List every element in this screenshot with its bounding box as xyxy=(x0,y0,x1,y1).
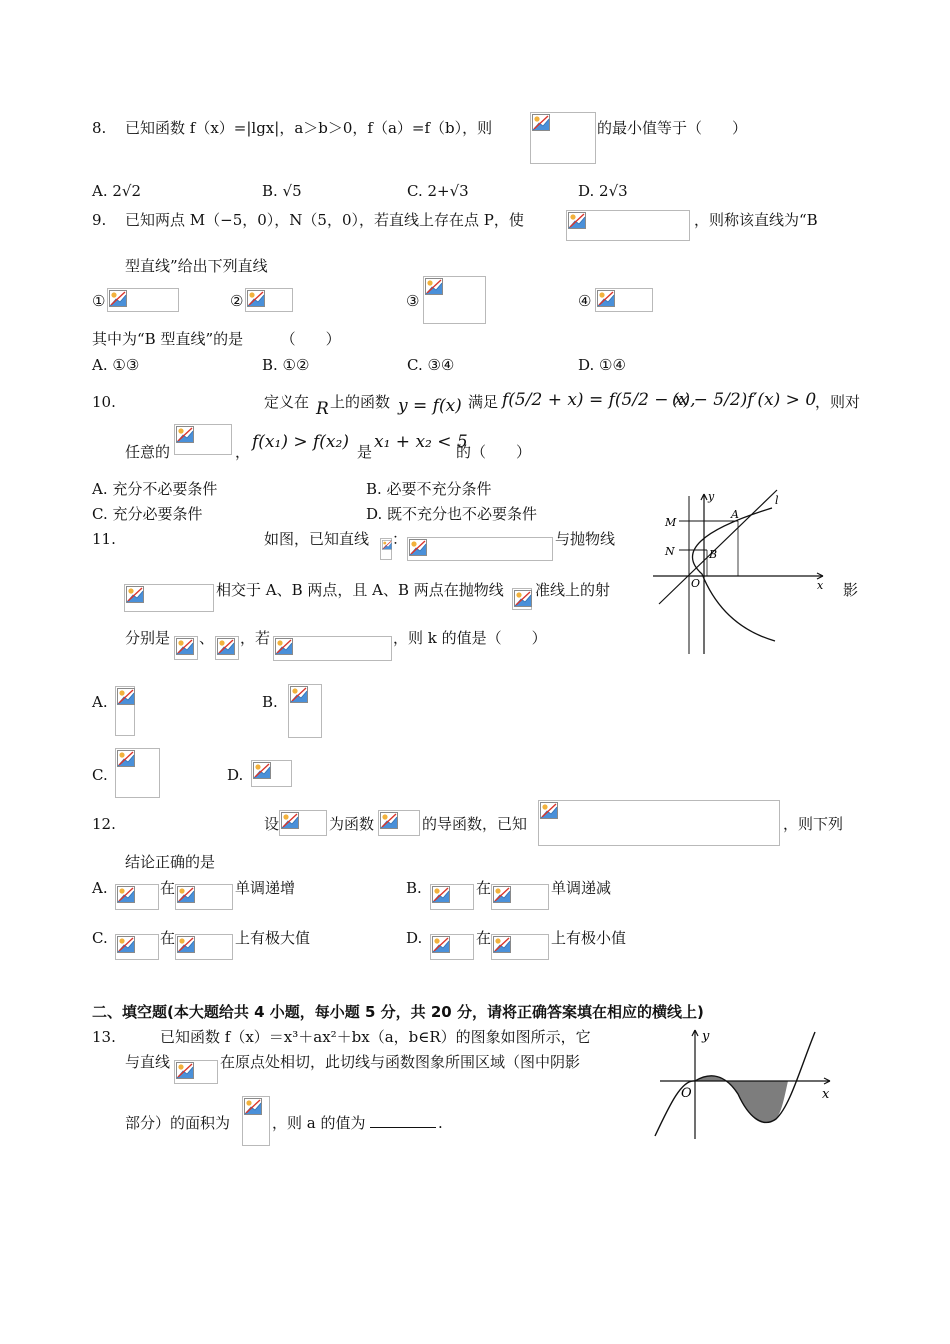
broken-image-icon xyxy=(540,802,558,819)
broken-image-icon xyxy=(290,686,308,703)
q13-fig-x-label: x xyxy=(822,1087,830,1102)
q11-option-a: A. xyxy=(92,693,108,711)
q12-option-b-interval-image xyxy=(491,884,549,910)
q12-derivative-image xyxy=(279,810,327,836)
broken-image-icon xyxy=(409,539,427,556)
q13-line2a: 与直线 xyxy=(125,1053,171,1071)
q11-option-d-image xyxy=(251,760,292,787)
broken-image-icon xyxy=(382,540,392,550)
q11-parabola-name-image xyxy=(512,588,532,610)
q10-number: 10. xyxy=(92,393,116,411)
q8-stem: 已知函数 f（x）=|lgx|，a＞b＞0，f（a）=f（b），则 xyxy=(125,119,493,137)
q12-option-b-zai: 在 xyxy=(476,879,492,897)
q8-option-c: C. 2+√3 xyxy=(407,182,469,200)
q9-question: 其中为“B 型直线”的是 （ ） xyxy=(92,330,341,348)
q11-fig-x-label: x xyxy=(817,579,824,592)
q13-cubic-figure xyxy=(650,1024,840,1144)
q11-number: 11. xyxy=(92,530,116,548)
q9-option-c: C. ③④ xyxy=(407,356,455,374)
q9-number: 9. xyxy=(92,211,107,229)
q11-condition-image xyxy=(273,636,392,661)
q10-define: 定义在 xyxy=(264,393,310,411)
broken-image-icon xyxy=(117,936,135,953)
q9-line-3-image xyxy=(423,276,486,324)
q9-option-d: D. ①④ xyxy=(578,356,626,374)
q13-fig-o-label: O xyxy=(681,1086,692,1101)
broken-image-icon xyxy=(176,426,194,443)
q10-de: 的（ ） xyxy=(456,443,532,461)
q11-k-question: ，则 k 的值是（ ） xyxy=(393,629,547,647)
q11-line-equation-image xyxy=(407,537,553,561)
q10-option-a: A. 充分不必要条件 xyxy=(92,480,218,498)
q12-option-d-zai: 在 xyxy=(476,929,492,947)
q8-number: 8. xyxy=(92,119,107,137)
broken-image-icon xyxy=(532,114,550,131)
q11-option-c: C. xyxy=(92,766,108,784)
broken-image-icon xyxy=(425,278,443,295)
q10-option-b: B. 必要不充分条件 xyxy=(366,480,492,498)
q12-option-a-function-image xyxy=(115,884,159,910)
q11-option-b: B. xyxy=(262,693,278,711)
broken-image-icon xyxy=(247,290,265,307)
broken-image-icon xyxy=(380,812,398,829)
q12-option-c-interval-image xyxy=(175,934,233,960)
q11-option-c-image xyxy=(115,748,160,798)
q13-area-image xyxy=(242,1096,270,1146)
q13-line-image xyxy=(174,1060,218,1084)
q12-deriv-text: 的导函数，已知 xyxy=(422,815,528,833)
broken-image-icon xyxy=(117,750,135,767)
q10-on-function: 上的函数 xyxy=(330,393,391,411)
q13-number: 13. xyxy=(92,1028,116,1046)
q12-line2: 结论正确的是 xyxy=(125,853,216,871)
q11-option-d: D. xyxy=(227,766,244,784)
broken-image-icon xyxy=(126,586,144,603)
q11-respectively: 分别是 xyxy=(125,629,171,647)
q9-mark-1: ① xyxy=(92,292,106,310)
broken-image-icon xyxy=(275,638,293,655)
broken-image-icon xyxy=(109,290,127,307)
broken-image-icon xyxy=(244,1098,262,1115)
q11-with: 与抛物线 xyxy=(555,530,616,548)
q13-end: . xyxy=(438,1114,443,1132)
q11-intro: 如图，已知直线 xyxy=(264,530,370,548)
q10-satisfy: 满足 xyxy=(468,393,499,411)
q12-option-b: B. xyxy=(406,879,422,897)
q11-option-b-image xyxy=(288,684,322,738)
q10-comma: ， xyxy=(235,443,251,461)
q12-option-d-interval-image xyxy=(491,934,549,960)
q10-then: ，则对 xyxy=(815,393,861,411)
broken-image-icon xyxy=(176,638,194,655)
q12-option-d: D. xyxy=(406,929,423,947)
q11-parabola-figure xyxy=(645,486,835,658)
broken-image-icon xyxy=(177,936,195,953)
q12-option-b-decreasing: 单调递减 xyxy=(551,879,612,897)
q10-condition-2: (x − 5/2)f′(x) > 0 xyxy=(672,390,817,410)
broken-image-icon xyxy=(597,290,615,307)
q8-option-a: A. 2√2 xyxy=(92,182,142,200)
q11-fig-a-label: A xyxy=(731,508,739,521)
q9-mark-2: ② xyxy=(230,292,244,310)
q11-dun: 、 xyxy=(199,629,215,647)
q9-mark-3: ③ xyxy=(406,292,420,310)
q12-she: 设 xyxy=(264,815,280,833)
q11-fig-m-label: M xyxy=(665,516,677,529)
broken-image-icon xyxy=(281,812,299,829)
broken-image-icon xyxy=(217,638,235,655)
q12-function-image xyxy=(378,810,420,836)
q11-parabola-equation-image xyxy=(124,584,214,612)
q9-stem: 已知两点 M（−5，0），N（5，0），若直线上存在点 P，使 xyxy=(125,211,524,229)
q12-option-c-function-image xyxy=(115,934,159,960)
q11-fig-o-label: O xyxy=(691,577,701,590)
q13-fig-y-label: y xyxy=(702,1029,710,1044)
q10-option-c: C. 充分必要条件 xyxy=(92,505,203,523)
q8-option-d: D. 2√3 xyxy=(578,182,628,200)
broken-image-icon xyxy=(493,886,511,903)
q8-option-b: B. √5 xyxy=(262,182,302,200)
broken-image-icon xyxy=(117,688,135,705)
q8-tail: 的最小值等于（ ） xyxy=(597,119,748,137)
q9-line-4-image xyxy=(595,288,653,312)
q11-ruo: ，若 xyxy=(240,629,271,647)
q13-line3b: ，则 a 的值为 xyxy=(272,1114,366,1132)
broken-image-icon xyxy=(432,936,450,953)
q9-line-1-image xyxy=(107,288,179,312)
q9-line-2-image xyxy=(245,288,293,312)
q10-condition-1: f(5/2 + x) = f(5/2 − x), xyxy=(502,390,696,410)
broken-image-icon xyxy=(253,762,271,779)
q13-line2b: 在原点处相切，此切线与函数图象所围区域（图中阴影 xyxy=(220,1053,581,1071)
q10-inequality-2: x₁ + x₂ < 5 xyxy=(374,432,468,452)
q12-wei: 为函数 xyxy=(329,815,375,833)
q12-option-a-increasing: 单调递增 xyxy=(235,879,296,897)
broken-image-icon xyxy=(568,212,586,229)
q9-condition-image xyxy=(566,210,690,241)
q12-option-b-function-image xyxy=(430,884,474,910)
broken-image-icon xyxy=(117,886,135,903)
broken-image-icon xyxy=(177,886,195,903)
q13-stem: 已知函数 f（x）＝x³＋ax²＋bx（a，b∈R）的图象如图所示，它 xyxy=(160,1028,591,1046)
q11-fig-l-label: l xyxy=(775,494,779,507)
q11-fig-n-label: N xyxy=(665,545,675,558)
q11-ying: 影 xyxy=(843,581,859,599)
q11-point-n-image xyxy=(215,636,239,660)
q10-any: 任意的 xyxy=(125,443,171,461)
q9-mark-4: ④ xyxy=(578,292,592,310)
q10-function: y = f(x) xyxy=(398,396,462,416)
q12-option-a-zai: 在 xyxy=(160,879,176,897)
broken-image-icon xyxy=(432,886,450,903)
q12-option-c-zai: 在 xyxy=(160,929,176,947)
q10-option-d: D. 既不充分也不必要条件 xyxy=(366,505,538,523)
q13-line3a: 部分）的面积为 xyxy=(125,1114,231,1132)
q9-option-a: A. ①③ xyxy=(92,356,140,374)
q9-tail: ，则称该直线为“B xyxy=(694,211,818,229)
q11-colon: ： xyxy=(392,530,408,548)
q10-inequality-1: f(x₁) > f(x₂) xyxy=(252,432,349,452)
q9-option-b: B. ①② xyxy=(262,356,310,374)
q12-option-d-function-image xyxy=(430,934,474,960)
q11-mid: 相交于 A、B 两点，且 A、B 两点在抛物线 xyxy=(216,581,504,599)
q11-line-name-image xyxy=(380,538,392,560)
q9-line2: 型直线”给出下列直线 xyxy=(125,257,268,275)
q12-option-c: C. xyxy=(92,929,108,947)
q12-condition-image xyxy=(538,800,780,846)
broken-image-icon xyxy=(514,590,532,607)
q10-variables-image xyxy=(174,424,232,455)
q13-answer-blank[interactable] xyxy=(370,1113,436,1133)
q12-option-a-interval-image xyxy=(175,884,233,910)
q11-fig-y-label: y xyxy=(708,490,715,503)
q12-number: 12. xyxy=(92,815,116,833)
q10-domain-r: R xyxy=(316,399,329,419)
q12-option-d-minimum: 上有极小值 xyxy=(551,929,627,947)
q11-fig-b-label: B xyxy=(709,548,718,561)
q11-point-m-image xyxy=(174,636,198,660)
section-2-header: 二、填空题(本大题给共 4 小题，每小题 5 分，共 20 分，请将正确答案填在相应的横线上) xyxy=(92,1003,704,1021)
q12-option-a: A. xyxy=(92,879,108,897)
q8-formula-image xyxy=(530,112,596,164)
q10-is: 是 xyxy=(357,443,373,461)
broken-image-icon xyxy=(493,936,511,953)
q11-directrix: 准线上的射 xyxy=(535,581,611,599)
broken-image-icon xyxy=(176,1062,194,1079)
q11-option-a-image xyxy=(115,686,135,736)
q12-then: ，则下列 xyxy=(783,815,844,833)
q12-option-c-maximum: 上有极大值 xyxy=(235,929,311,947)
